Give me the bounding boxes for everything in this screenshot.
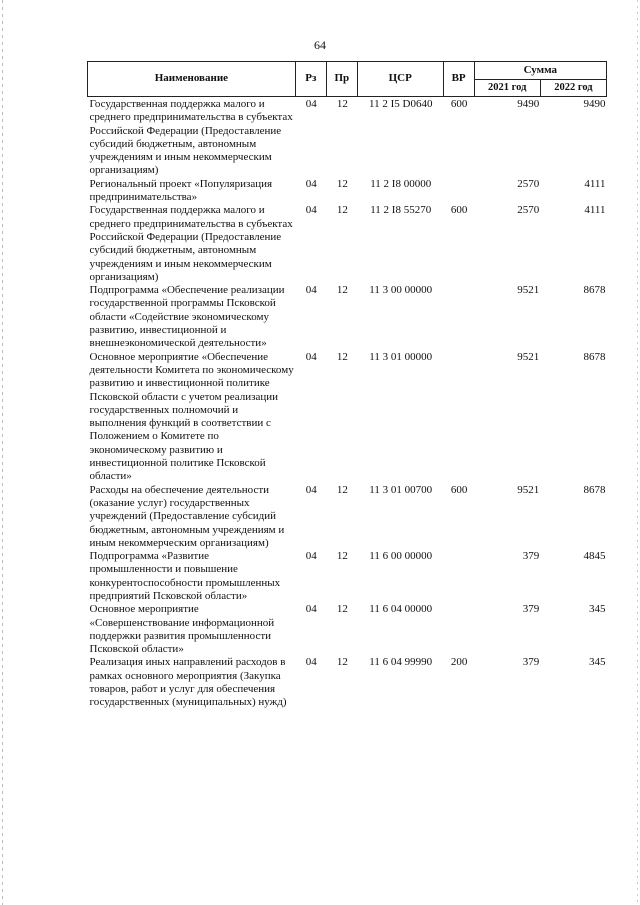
- cell-rz: 04: [305, 204, 317, 217]
- cell-name: Региональный проект «Популяризация предпринимательства»: [89, 177, 273, 204]
- page-edge-left: [2, 0, 3, 905]
- cell-pr: 12: [336, 603, 348, 616]
- table-row: [88, 603, 607, 656]
- page-number: 64: [314, 38, 326, 52]
- header-pr: Пр: [326, 62, 357, 97]
- cell-vr: [443, 178, 474, 205]
- cell-s2021: 9521: [517, 284, 540, 297]
- cell-s2021: 9490: [517, 98, 540, 110]
- cell-vr: 600: [450, 483, 468, 496]
- cell-pr: 12: [336, 284, 348, 297]
- cell-s2021: 379: [522, 550, 540, 563]
- cell-rz: 04: [305, 98, 317, 110]
- cell-name: Подпрограмма «Развитие промышленности и повышение конкурентоспособности промышленных предприятий Псковской области»: [89, 550, 281, 602]
- cell-vr: 600: [450, 204, 468, 217]
- cell-name: Подпрограмма «Обеспечение реализации государственной программы Псковской области «Содействие экономическому развитию, инвестиционной и внешнеэкономической деятельности»: [89, 284, 285, 350]
- header-name: Наименование: [88, 62, 296, 97]
- header-csr: ЦСР: [357, 62, 443, 97]
- cell-s2022: 345: [589, 656, 606, 669]
- budget-table: [87, 61, 607, 710]
- cell-rz: 04: [305, 656, 317, 669]
- cell-name: Реализация иных направлений расходов в рамках основного мероприятия (Закупка товаров, работ и услуг для обеспечения государственных (муниципальных) нужд): [89, 656, 287, 709]
- cell-name: Основное мероприятие «Совершенствование информационной поддержки развития промышленности Псковской области»: [89, 603, 275, 656]
- cell-s2021: 2570: [517, 177, 540, 190]
- cell-csr: 11 2 I8 00000: [370, 177, 432, 190]
- cell-csr: 11 3 01 00700: [369, 483, 433, 496]
- cell-rz: 04: [305, 603, 317, 616]
- cell-name: Государственная поддержка малого и среднего предпринимательства в субъектах Российской Федерации (Предоставление субсидий бюджетным, автономным учреждениям и иным некоммерческим организациям): [89, 98, 293, 177]
- cell-rz: 04: [305, 483, 317, 496]
- cell-pr: 12: [336, 550, 348, 563]
- table-row: [88, 484, 607, 550]
- cell-vr: [443, 351, 474, 484]
- cell-name: Основное мероприятие «Обеспечение деятельности Комитета по экономическому развитию и инвестиционной политике Псковской области с учетом реализации государственных полномочий и выполнения функций в соответствии с Положением о Комитете по экономическому развитию и инвестиционной политике Псковской области»: [89, 350, 294, 483]
- cell-rz: 04: [305, 350, 317, 363]
- cell-s2021: 379: [522, 656, 540, 669]
- cell-vr: 200: [450, 656, 468, 669]
- table-row: [88, 550, 607, 603]
- cell-s2022: 4845: [583, 550, 606, 563]
- cell-pr: 12: [336, 98, 348, 110]
- cell-name: Государственная поддержка малого и среднего предпринимательства в субъектах Российской Федерации (Предоставление субсидий бюджетным, автономным учреждениям и иным некоммерческим организациям): [89, 204, 293, 283]
- cell-s2022: 345: [589, 603, 606, 616]
- cell-s2022: 8678: [583, 350, 606, 363]
- cell-s2021: 379: [522, 603, 540, 616]
- cell-rz: 04: [305, 177, 317, 190]
- header-rz: Рз: [295, 62, 326, 97]
- cell-pr: 12: [336, 177, 348, 190]
- cell-pr: 12: [336, 350, 348, 363]
- cell-s2022: 9490: [583, 98, 606, 110]
- table-row: [88, 178, 607, 205]
- cell-csr: 11 6 04 99990: [369, 656, 433, 669]
- cell-vr: [443, 550, 474, 603]
- cell-s2022: 8678: [583, 483, 606, 496]
- table-row: [88, 284, 607, 350]
- cell-s2022: 4111: [584, 177, 606, 190]
- header-2022: 2022 год: [540, 80, 606, 97]
- table-row: [88, 351, 607, 484]
- table-row: [88, 97, 607, 178]
- cell-csr: 11 2 I8 55270: [370, 204, 432, 217]
- table-body: [88, 97, 607, 710]
- cell-vr: [443, 284, 474, 350]
- cell-s2022: 4111: [584, 204, 606, 217]
- cell-s2021: 9521: [517, 350, 540, 363]
- cell-rz: 04: [305, 284, 317, 297]
- cell-s2022: 8678: [583, 284, 606, 297]
- header-vr: ВР: [443, 62, 474, 97]
- cell-csr: 11 3 01 00000: [369, 350, 433, 363]
- cell-csr: 11 6 04 00000: [369, 603, 433, 616]
- cell-s2021: 2570: [517, 204, 540, 217]
- cell-pr: 12: [336, 204, 348, 217]
- cell-vr: [443, 603, 474, 656]
- header-sum: Сумма: [474, 62, 606, 80]
- cell-csr: 11 3 00 00000: [369, 284, 433, 297]
- cell-rz: 04: [305, 550, 317, 563]
- cell-csr: 11 6 00 00000: [369, 550, 433, 563]
- table-row: [88, 656, 607, 709]
- header-2021: 2021 год: [474, 80, 540, 97]
- cell-csr: 11 2 I5 D0640: [369, 98, 433, 110]
- page-edge-right: [637, 0, 638, 905]
- cell-vr: 600: [450, 98, 468, 110]
- cell-s2021: 9521: [517, 483, 540, 496]
- cell-pr: 12: [336, 483, 348, 496]
- table-header: [88, 62, 607, 97]
- cell-pr: 12: [336, 656, 348, 669]
- cell-name: Расходы на обеспечение деятельности (оказание услуг) государственных учреждений (Предоставление субсидий бюджетным, автономным учреждениям и иным некоммерческим организациям): [89, 483, 285, 549]
- table-row: [88, 204, 607, 284]
